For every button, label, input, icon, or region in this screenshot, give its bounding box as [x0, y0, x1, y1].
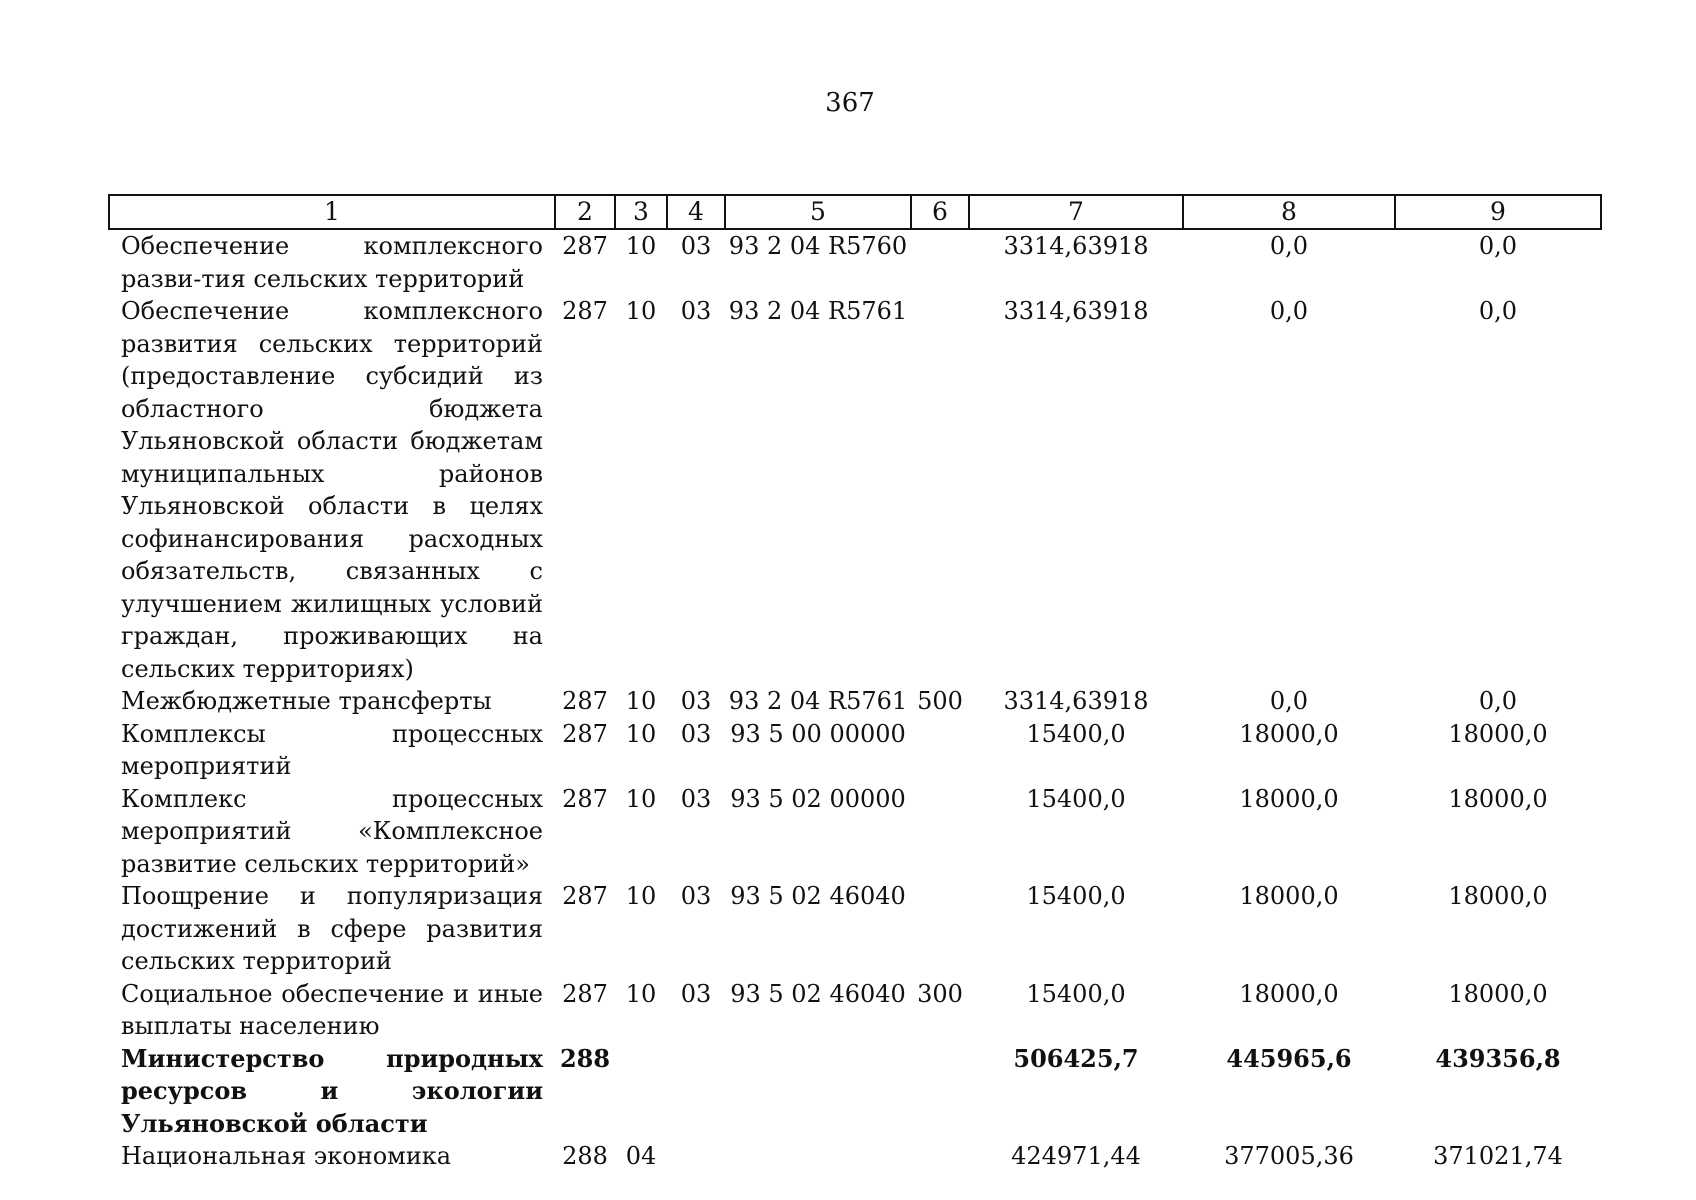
- row-code-admin: 287: [562, 979, 608, 1008]
- table-row: [109, 229, 1601, 295]
- row-name: Межбюджетные трансферты: [121, 687, 492, 715]
- table-row: [109, 880, 1601, 978]
- row-code-section: 10: [625, 719, 657, 748]
- header-cell: 4: [667, 195, 725, 229]
- row-name: Министерство природных ресурсов и экологии Ульяновской области: [121, 1043, 543, 1138]
- row-value-7: 424971,44: [1011, 1142, 1141, 1170]
- row-code-section: 04: [625, 1142, 657, 1170]
- row-code-section: 10: [625, 232, 657, 260]
- row-code-section: 10: [625, 979, 657, 1008]
- header-cell: 1: [109, 195, 555, 229]
- row-code-subsection: 03: [680, 687, 712, 715]
- row-value-8: 0,0: [1269, 297, 1309, 325]
- row-value-7: 15400,0: [1026, 784, 1126, 813]
- row-code-admin: 287: [562, 232, 608, 260]
- row-code-expense: 500: [917, 687, 963, 715]
- row-name: Национальная экономика: [121, 1142, 452, 1170]
- row-code-section: 10: [625, 784, 657, 813]
- header-cell: 6: [911, 195, 969, 229]
- row-value-9: 18000,0: [1448, 882, 1548, 910]
- header-cell: 3: [615, 195, 667, 229]
- row-value-9: 0,0: [1478, 297, 1518, 325]
- row-code-target: 93 5 00 00000: [730, 719, 906, 748]
- row-value-8: 0,0: [1269, 232, 1309, 260]
- row-value-7: 15400,0: [1026, 979, 1126, 1008]
- row-value-7: 3314,63918: [1003, 232, 1149, 260]
- table-row: [109, 295, 1601, 685]
- row-value-7: 15400,0: [1026, 882, 1126, 910]
- row-code-section: [615, 1043, 667, 1141]
- row-code-section: 10: [625, 687, 657, 715]
- table-row: [109, 685, 1601, 718]
- row-value-7: 3314,63918: [1003, 687, 1149, 715]
- header-row: [109, 195, 1601, 229]
- row-code-admin: 287: [562, 687, 608, 715]
- row-code-expense: [911, 295, 969, 685]
- row-code-expense: [911, 880, 969, 978]
- row-value-8: 18000,0: [1239, 979, 1339, 1008]
- row-code-subsection: [667, 1140, 725, 1173]
- row-code-target: 93 5 02 46040: [730, 882, 906, 910]
- row-code-subsection: 03: [680, 232, 712, 260]
- table-row: [109, 1140, 1601, 1173]
- row-code-target: 93 2 04 R5761: [728, 297, 908, 325]
- row-code-target: 93 2 04 R5760: [728, 232, 908, 260]
- header-cell: 7: [969, 195, 1183, 229]
- row-code-target: 93 5 02 46040: [730, 979, 906, 1008]
- row-code-subsection: 03: [680, 297, 712, 325]
- row-code-subsection: [667, 1043, 725, 1141]
- row-code-expense: [911, 1043, 969, 1141]
- row-code-expense: 300: [917, 979, 963, 1008]
- row-value-9: 18000,0: [1448, 719, 1548, 748]
- row-code-section: 10: [625, 882, 657, 910]
- row-name: Обеспечение комплексного развития сельских территорий (предоставление субсидий из областного бюджета Ульяновской области бюджетам муниципальных районов Ульяновской области в целях софинансирования расходных обязательств, связанных с улучшением жилищных условий граждан, проживающих на сельских территориях): [121, 297, 543, 683]
- row-code-subsection: 03: [680, 784, 712, 813]
- row-value-9: 0,0: [1478, 232, 1518, 260]
- table-row: [109, 978, 1601, 1043]
- row-value-9: 371021,74: [1433, 1142, 1563, 1170]
- row-code-expense: [911, 1140, 969, 1173]
- row-code-target: 93 5 02 00000: [730, 784, 906, 813]
- row-code-admin: 287: [562, 297, 608, 325]
- row-code-target: 93 2 04 R5761: [728, 687, 908, 715]
- row-name: Поощрение и популяризация достижений в сфере развития сельских территорий: [121, 882, 543, 975]
- row-code-admin: 287: [562, 882, 608, 910]
- row-value-7: 506425,7: [1013, 1043, 1139, 1073]
- row-value-8: 18000,0: [1239, 719, 1339, 748]
- row-value-8: 18000,0: [1239, 882, 1339, 910]
- row-value-8: 445965,6: [1226, 1043, 1352, 1073]
- row-code-expense: [911, 718, 969, 783]
- budget-table: [108, 194, 1602, 1173]
- header-cell: 2: [555, 195, 615, 229]
- row-value-7: 3314,63918: [1003, 297, 1149, 325]
- row-code-expense: [911, 229, 969, 295]
- table-row: [109, 718, 1601, 783]
- row-code-admin: 288: [562, 1142, 608, 1170]
- row-value-8: 0,0: [1269, 687, 1309, 715]
- row-name: Комплекс процессных мероприятий «Комплексное развитие сельских территорий»: [121, 784, 543, 878]
- table-row: [109, 783, 1601, 881]
- row-name: Комплексы процессных мероприятий: [121, 719, 543, 780]
- row-value-9: 18000,0: [1448, 784, 1548, 813]
- header-cell: 8: [1183, 195, 1395, 229]
- table-row: [109, 1043, 1601, 1141]
- row-code-subsection: 03: [680, 882, 712, 910]
- row-code-admin: 287: [562, 719, 608, 748]
- row-name: Социальное обеспечение и иные выплаты населению: [121, 979, 543, 1040]
- row-value-9: 439356,8: [1435, 1043, 1561, 1073]
- page-number: 367: [825, 88, 875, 118]
- row-value-9: 0,0: [1478, 687, 1518, 715]
- row-code-admin: 287: [562, 784, 608, 813]
- row-code-target: [725, 1043, 911, 1141]
- row-code-admin: 288: [559, 1043, 611, 1073]
- row-value-9: 18000,0: [1448, 979, 1548, 1008]
- row-value-7: 15400,0: [1026, 719, 1126, 748]
- row-value-8: 18000,0: [1239, 784, 1339, 813]
- row-code-expense: [911, 783, 969, 881]
- row-code-section: 10: [625, 297, 657, 325]
- header-cell: 5: [725, 195, 911, 229]
- row-code-subsection: 03: [680, 979, 712, 1008]
- row-name: Обеспечение комплексного разви-тия сельских территорий: [121, 232, 543, 293]
- header-cell: 9: [1395, 195, 1601, 229]
- row-value-8: 377005,36: [1224, 1142, 1354, 1170]
- row-code-subsection: 03: [680, 719, 712, 748]
- row-code-target: [725, 1140, 911, 1173]
